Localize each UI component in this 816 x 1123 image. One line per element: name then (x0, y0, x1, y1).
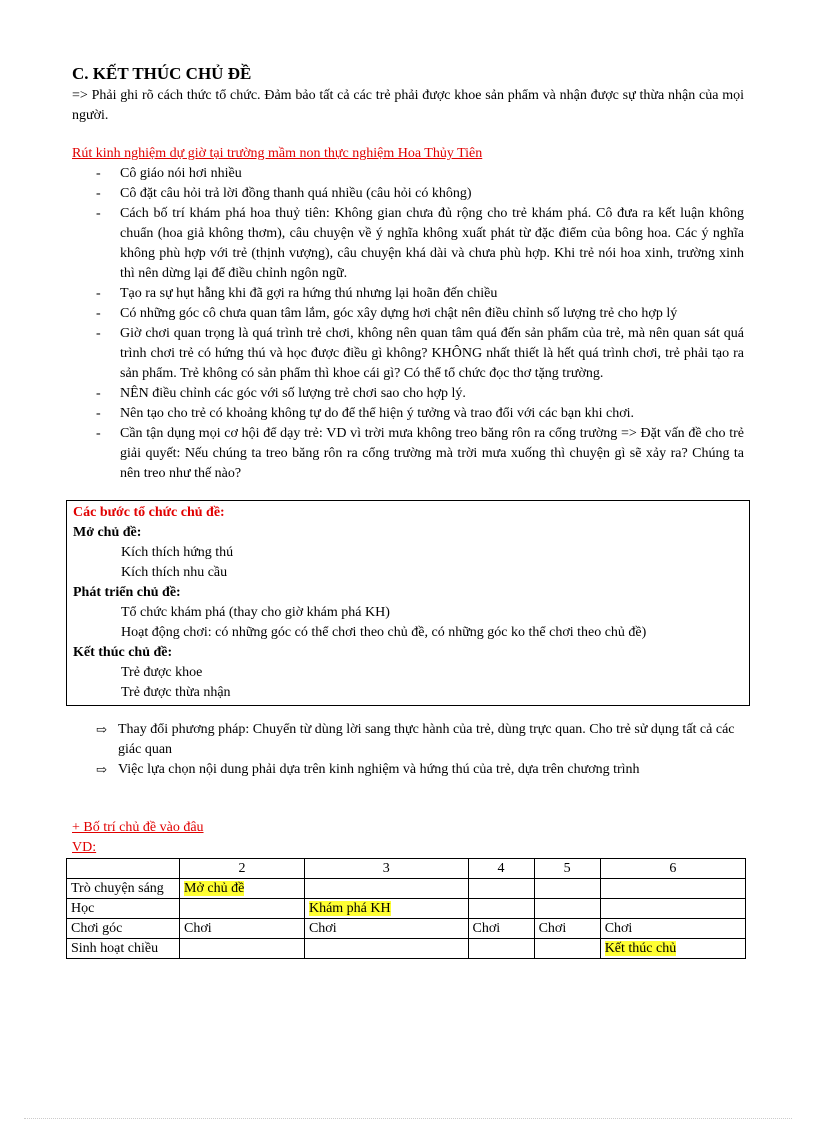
lesson-item: - Có những góc cô chưa quan tâm lắm, góc xây dựng hơi chật nên điều chỉnh số lượng trẻ cho hợp lý (96, 304, 744, 324)
steps-item: Hoạt động chơi: có những góc có thể chơi theo chủ đề, có những góc ko thể chơi theo chủ đề) (121, 625, 647, 640)
lessons-list (72, 164, 744, 484)
schedule-table (66, 858, 746, 959)
intro-paragraph: => Phải ghi rõ cách thức tổ chức. Đảm bảo tất cả các trẻ phải được khoe sản phẩm và nhận được sự thừa nhận của mọi người. (72, 88, 744, 123)
steps-heading: Các bước tổ chức chủ đề: (73, 505, 225, 520)
note-item (96, 760, 744, 780)
note-text: Thay đổi phương pháp: Chuyển từ dùng lời sang thực hành của trẻ, dùng trực quan. Cho trẻ sử dụng tất cả các giác quan (118, 722, 735, 757)
lesson-item: - Cách bố trí khám phá hoa thuỷ tiên: Không gian chưa đủ rộng cho trẻ khám phá. Cô đưa ra kết luận không chuẩn (hoa giả không thơm), câu chuyện về ý nghĩa không xuất phát từ đặc điểm của bông hoa. Các ý nghĩa không phù hợp với trẻ (thịnh vượng), câu chuyện khá dài và chưa phù hợp. Khi trẻ nói hoa xinh, trường xinh thì nên dừng lại để điều chỉnh ngôn ngữ. (96, 204, 744, 284)
schedule-cell (304, 939, 468, 959)
schedule-cell (304, 899, 468, 919)
lesson-item: - Giờ chơi quan trọng là quá trình trẻ chơi, không nên quan tâm quá đến sản phẩm của trẻ, mà nên quan sát quá trình chơi trẻ có hứng thú và học được điều gì không? KHÔNG nhất thiết là hết quá trình chơi, trẻ phải tạo ra sản phẩm. Trẻ không có sản phẩm thì khoe cái gì? Có thể tổ chức đọc thơ tặng trường. (96, 324, 744, 384)
lesson-item: - Tạo ra sự hụt hẫng khi đã gợi ra hứng thú nhưng lại hoãn đến chiều (96, 284, 744, 304)
schedule-cell (304, 879, 468, 899)
schedule-header-row (67, 859, 746, 879)
highlighted-activity: Khám phá KH (308, 901, 391, 916)
schedule-cell (468, 899, 534, 919)
schedule-cell (534, 899, 600, 919)
lesson-item: - Cô đặt câu hỏi trả lời đồng thanh quá nhiều (câu hỏi có không) (96, 184, 744, 204)
schedule-cell (534, 939, 600, 959)
schedule-day-header: 4 (468, 859, 534, 879)
arrow-right-outline-icon: ⇨ (96, 722, 107, 737)
schedule-day-header: 5 (534, 859, 600, 879)
schedule-cell (180, 899, 305, 919)
steps-item: Kích thích hứng thú (121, 545, 234, 560)
lesson-item: - Cô giáo nói hơi nhiều (96, 164, 744, 184)
schedule-corner-cell (67, 859, 180, 879)
schedule-day-header: 2 (180, 859, 305, 879)
steps-section-label: Mở chủ đề: (73, 525, 142, 540)
arrow-right-outline-icon: ⇨ (96, 762, 107, 777)
plan-heading: + Bố trí chủ đề vào đâu (72, 820, 204, 835)
schedule-cell: Chơi (600, 919, 745, 939)
steps-section-label: Phát triển chủ đề: (73, 585, 181, 600)
schedule-row-label: Học (67, 899, 180, 919)
schedule-row (67, 919, 746, 939)
notes-list (72, 720, 744, 780)
page-footer-line (24, 1118, 792, 1119)
schedule-row-label: Trò chuyện sáng (67, 879, 180, 899)
schedule-row-label: Sinh hoạt chiều (67, 939, 180, 959)
steps-item: Trẻ được thừa nhận (121, 685, 231, 700)
steps-sections (73, 523, 743, 703)
schedule-cell (534, 879, 600, 899)
document-page (72, 62, 744, 959)
example-label: VD: (72, 840, 97, 855)
lesson-item: - Nên tạo cho trẻ có khoảng không tự do để thể hiện ý tưởng và trao đổi với các bạn khi chơi. (96, 404, 744, 424)
schedule-cell: Chơi (468, 919, 534, 939)
lesson-heading: Rút kinh nghiệm dự giờ tại trường mầm non thực nghiệm Hoa Thủy Tiên (72, 146, 483, 161)
schedule-cell: Chơi (180, 919, 305, 939)
schedule-row (67, 899, 746, 919)
lesson-item: - Cần tận dụng mọi cơ hội để dạy trẻ: VD vì trời mưa không treo băng rôn ra cổng trường => Đặt vấn đề cho trẻ giải quyết: Nếu chúng ta treo băng rôn ra cổng trường mà trời mưa xuống thì chuyện gì sẽ xảy ra? Chúng ta nên treo như thế nào? (96, 424, 744, 484)
highlighted-activity: Mở chủ đề (184, 881, 245, 896)
schedule-cell (600, 939, 745, 959)
highlighted-activity: Kết thúc chủ (604, 941, 677, 956)
steps-section-label: Kết thúc chủ đề: (73, 645, 173, 660)
schedule-cell (468, 879, 534, 899)
steps-box (66, 500, 750, 706)
schedule-cell (600, 879, 745, 899)
schedule-cell (600, 899, 745, 919)
schedule-cell (468, 939, 534, 959)
note-text: Việc lựa chọn nội dung phải dựa trên kinh nghiệm và hứng thú của trẻ, dựa trên chương trình (118, 762, 640, 777)
steps-item: Kích thích nhu cầu (121, 565, 228, 580)
schedule-day-header: 6 (600, 859, 745, 879)
schedule-cell (180, 939, 305, 959)
schedule-row-label: Chơi góc (67, 919, 180, 939)
note-item (96, 720, 744, 760)
schedule-row (67, 939, 746, 959)
lesson-item: - NÊN điều chỉnh các góc với số lượng trẻ chơi sao cho hợp lý. (96, 384, 744, 404)
schedule-cell: Chơi (534, 919, 600, 939)
schedule-row (67, 879, 746, 899)
schedule-day-header: 3 (304, 859, 468, 879)
section-title: C. KẾT THÚC CHỦ ĐỀ (72, 64, 252, 83)
schedule-cell: Chơi (304, 919, 468, 939)
steps-item: Trẻ được khoe (121, 665, 203, 680)
steps-item: Tổ chức khám phá (thay cho giờ khám phá KH) (121, 605, 390, 620)
schedule-cell (180, 879, 305, 899)
